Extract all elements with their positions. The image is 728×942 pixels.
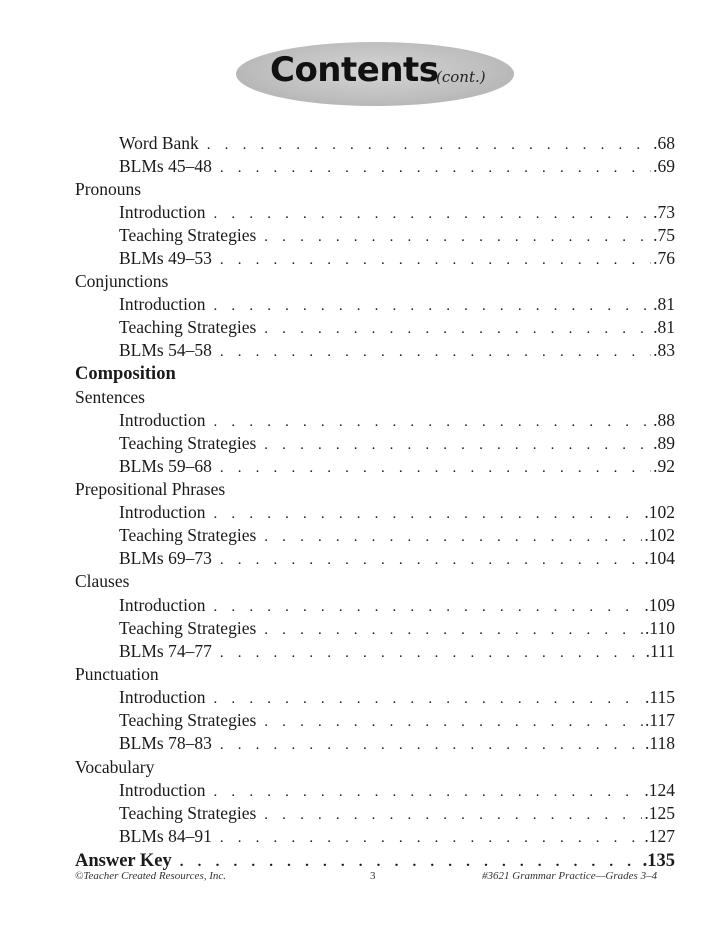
toc-entry-blms-45-48[interactable]: [119, 156, 675, 178]
dot-leader: [220, 645, 644, 662]
toc-entry-label: Word Bank: [119, 133, 199, 153]
toc-entry-label: Introduction: [119, 502, 206, 522]
dot-leader: [220, 552, 643, 569]
toc-entry-pronouns-introduction[interactable]: [119, 202, 675, 224]
toc-entry-label: Teaching Strategies: [119, 803, 257, 823]
dot-leader: [214, 414, 652, 431]
toc-entry-label: BLMs 78–83: [119, 733, 212, 753]
dot-leader: [220, 160, 651, 177]
footer-book-title: #3621 Grammar Practice—Grades 3–4: [482, 870, 658, 882]
dot-leader: [220, 737, 643, 754]
dot-leader: [214, 691, 644, 708]
toc-entry-blms-49-53[interactable]: [119, 248, 675, 270]
dot-leader: [180, 854, 641, 871]
toc-entry-page: .127: [644, 826, 675, 846]
toc-entry-word-bank[interactable]: [119, 133, 675, 155]
dot-leader: [264, 229, 651, 246]
dot-leader: [264, 529, 642, 546]
dot-leader: [214, 206, 652, 223]
toc-entry-label: Introduction: [119, 595, 206, 615]
section-heading-punctuation: Punctuation: [75, 664, 159, 684]
toc-entry-label: BLMs 74–77: [119, 641, 212, 661]
toc-entry-page: .135: [642, 851, 675, 871]
toc-entry-punctuation-teaching-strategies[interactable]: [119, 710, 675, 732]
toc-entry-blms-69-73[interactable]: [119, 548, 675, 570]
toc-entry-conjunctions-teaching-strategies[interactable]: [119, 317, 675, 339]
dot-leader: [220, 252, 651, 269]
section-heading-prepositional-phrases: Prepositional Phrases: [75, 479, 226, 499]
toc-entry-page: .118: [645, 733, 675, 753]
toc-entry-label: Teaching Strategies: [119, 317, 257, 337]
toc-entry-page: .81: [653, 317, 675, 337]
toc-entry-vocabulary-teaching-strategies[interactable]: [119, 803, 675, 825]
page-title: Contents: [270, 50, 439, 90]
toc-entry-label: BLMs 84–91: [119, 826, 212, 846]
toc-entry-clauses-teaching-strategies[interactable]: [119, 618, 675, 640]
section-heading-composition: Composition: [75, 364, 176, 384]
toc-entry-label: Answer Key: [75, 851, 172, 871]
toc-entry-label: Introduction: [119, 410, 206, 430]
toc-entry-page: .104: [644, 548, 675, 568]
toc-entry-page: .92: [653, 456, 675, 476]
toc-entry-label: Teaching Strategies: [119, 433, 257, 453]
toc-entry-label: BLMs 54–58: [119, 340, 212, 360]
toc-entry-page: .102: [644, 525, 675, 545]
toc-entry-prepositional-introduction[interactable]: [119, 502, 675, 524]
toc-entry-label: Teaching Strategies: [119, 225, 257, 245]
toc-entry-punctuation-introduction[interactable]: [119, 687, 675, 709]
toc-entry-page: .124: [644, 780, 675, 800]
toc-entry-page: .73: [653, 202, 675, 222]
toc-entry-page: .102: [644, 502, 675, 522]
section-heading-vocabulary: Vocabulary: [75, 757, 155, 777]
footer-publisher: ©Teacher Created Resources, Inc.: [75, 870, 227, 882]
toc-entry-page: .111: [645, 641, 675, 661]
toc-entry-page: .125: [644, 803, 675, 823]
dot-leader: [220, 344, 651, 361]
dot-leader: [214, 298, 652, 315]
toc-entry-label: BLMs 49–53: [119, 248, 212, 268]
toc-entry-conjunctions-introduction[interactable]: [119, 294, 675, 316]
toc-entry-label: Introduction: [119, 202, 206, 222]
toc-entry-blms-74-77[interactable]: [119, 641, 675, 663]
toc-entry-sentences-introduction[interactable]: [119, 410, 675, 432]
toc-entry-blms-84-91[interactable]: [119, 826, 675, 848]
toc-entry-page: .81: [653, 294, 675, 314]
section-heading-pronouns: Pronouns: [75, 179, 142, 199]
toc-entry-page: .76: [653, 248, 675, 268]
toc-entry-page: .89: [653, 433, 675, 453]
toc-entry-label: Introduction: [119, 294, 206, 314]
toc-entry-page: .88: [653, 410, 675, 430]
toc-entry-page: .69: [653, 156, 675, 176]
dot-leader: [214, 599, 643, 616]
toc-entry-label: BLMs 59–68: [119, 456, 212, 476]
toc-entry-blms-78-83[interactable]: [119, 733, 675, 755]
toc-entry-label: Introduction: [119, 780, 206, 800]
toc-entry-blms-54-58[interactable]: [119, 340, 675, 362]
dot-leader: [264, 622, 643, 639]
toc-entry-page: .68: [653, 133, 675, 153]
dot-leader: [264, 321, 651, 338]
dot-leader: [207, 137, 651, 154]
toc-entry-label: Teaching Strategies: [119, 525, 257, 545]
toc-entry-page: .75: [653, 225, 675, 245]
dot-leader: [264, 807, 642, 824]
toc-entry-page: .109: [644, 595, 675, 615]
toc-entry-page: .117: [645, 710, 675, 730]
toc-entry-label: Introduction: [119, 687, 206, 707]
section-heading-conjunctions: Conjunctions: [75, 271, 169, 291]
footer-page-number: 3: [370, 870, 376, 882]
dot-leader: [214, 784, 643, 801]
section-heading-sentences: Sentences: [75, 387, 145, 407]
toc-entry-page: .110: [645, 618, 675, 638]
toc-entry-page: .115: [645, 687, 675, 707]
toc-entry-prepositional-teaching-strategies[interactable]: [119, 525, 675, 547]
toc-entry-pronouns-teaching-strategies[interactable]: [119, 225, 675, 247]
toc-entry-sentences-teaching-strategies[interactable]: [119, 433, 675, 455]
toc-entry-vocabulary-introduction[interactable]: [119, 780, 675, 802]
toc-entry-label: Teaching Strategies: [119, 710, 257, 730]
toc-entry-label: Teaching Strategies: [119, 618, 257, 638]
dot-leader: [264, 437, 651, 454]
toc-entry-blms-59-68[interactable]: [119, 456, 675, 478]
dot-leader: [220, 830, 643, 847]
toc-entry-label: BLMs 69–73: [119, 548, 212, 568]
toc-entry-clauses-introduction[interactable]: [119, 595, 675, 617]
dot-leader: [220, 460, 651, 477]
dot-leader: [214, 506, 643, 523]
section-heading-clauses: Clauses: [75, 571, 130, 591]
toc-entry-label: BLMs 45–48: [119, 156, 212, 176]
page-title-continued: (cont.): [436, 68, 486, 86]
dot-leader: [264, 714, 643, 731]
toc-entry-page: .83: [653, 340, 675, 360]
